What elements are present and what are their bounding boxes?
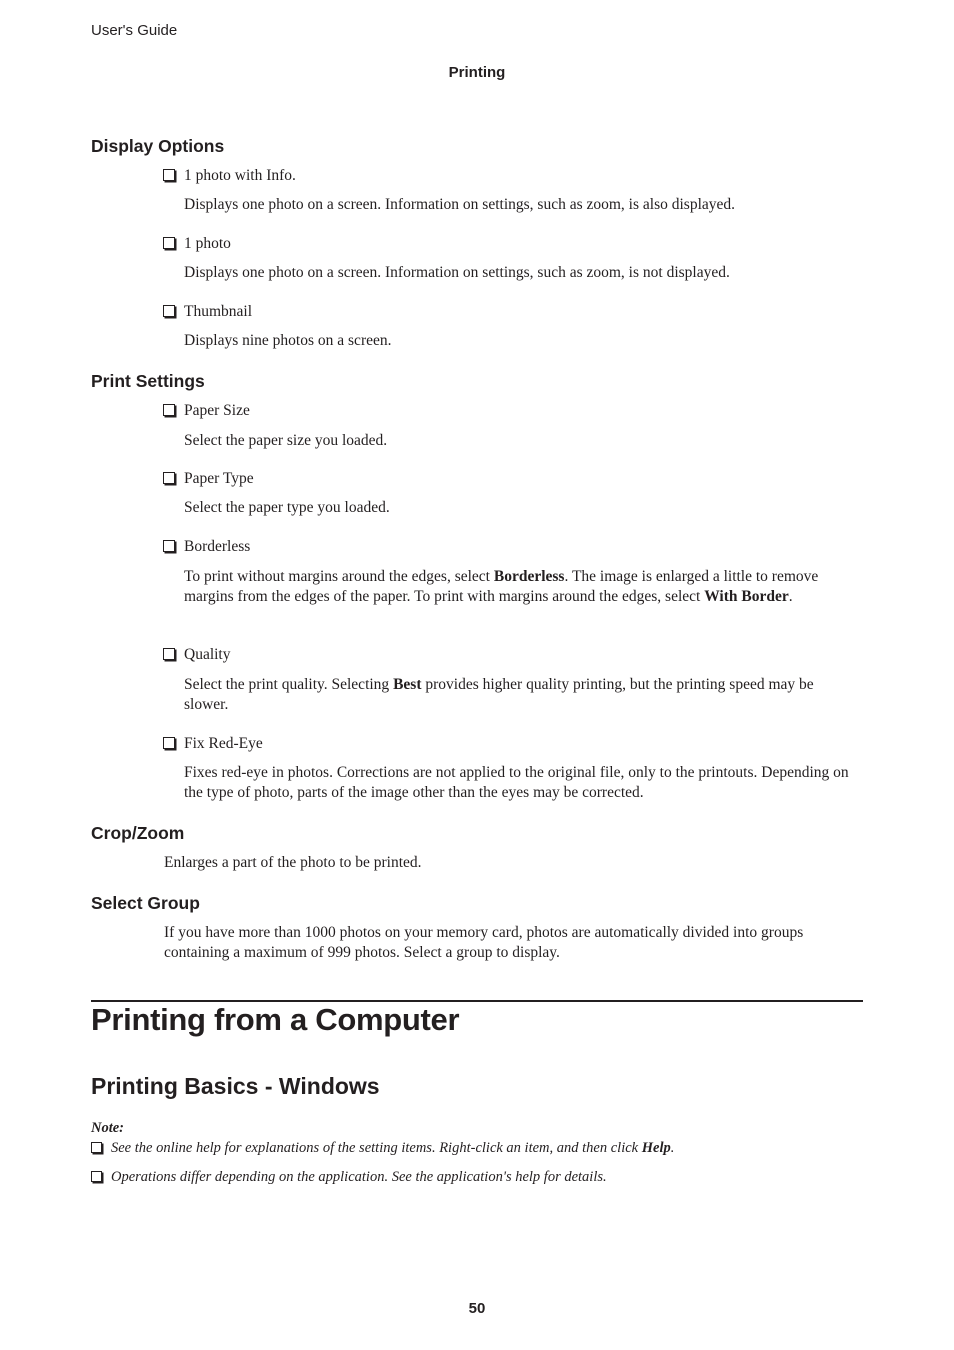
- select-group-description: If you have more than 1000 photos on your memory card, photos are automatically divided into groups containing a maximum of 999 photos. Select a group to display.: [164, 924, 804, 961]
- checkbox-bullet-icon: [163, 737, 175, 749]
- section-title: Printing Basics - Windows: [91, 1073, 380, 1099]
- crop-zoom-description: Enlarges a part of the photo to be printed.: [164, 854, 422, 871]
- list-item: [163, 645, 231, 665]
- list-item: [163, 469, 254, 489]
- item-label: Paper Type: [184, 470, 254, 487]
- item-description: Select the print quality. Selecting Best provides higher quality printing, but the printing speed may be slower.: [184, 676, 814, 713]
- note-item: Operations differ depending on the application. See the application's help for details.: [91, 1168, 863, 1187]
- checkbox-bullet-icon: [163, 540, 175, 552]
- list-item: [163, 734, 263, 754]
- page-number: 50: [468, 1300, 486, 1317]
- item-description: To print without margins around the edges, select Borderless. The image is enlarged a little to remove margins from the edges of the paper. To print with margins around the edges, select With Border.: [184, 568, 819, 605]
- item-label: Quality: [184, 646, 231, 663]
- item-label: 1 photo: [184, 235, 231, 252]
- print-settings-heading: Print Settings: [91, 371, 205, 391]
- checkbox-bullet-icon: [163, 648, 175, 660]
- checkbox-bullet-icon: [91, 1171, 102, 1182]
- item-label: Fix Red-Eye: [184, 735, 263, 752]
- checkbox-bullet-icon: [91, 1142, 102, 1153]
- item-description: Displays one photo on a screen. Information on settings, such as zoom, is not displayed.: [184, 264, 730, 281]
- checkbox-bullet-icon: [163, 237, 175, 249]
- display-options-heading: Display Options: [91, 136, 225, 156]
- list-item: [163, 302, 252, 322]
- running-header-section: Printing: [448, 64, 506, 81]
- item-label: Thumbnail: [184, 303, 253, 320]
- item-description: Fixes red-eye in photos. Corrections are not applied to the original file, only to the printouts. Depending on the type of photo, parts of the image other than the eyes may be corrected.: [184, 764, 849, 801]
- list-item: [163, 166, 296, 186]
- checkbox-bullet-icon: [163, 404, 175, 416]
- item-description: Select the paper size you loaded.: [184, 432, 388, 449]
- item-label: Borderless: [184, 538, 251, 555]
- item-description: Displays nine photos on a screen.: [184, 332, 392, 349]
- checkbox-bullet-icon: [163, 169, 175, 181]
- note-item: See the online help for explanations of the setting items. Right-click an item, and then click Help.: [91, 1139, 863, 1158]
- running-header-guide: User's Guide: [91, 22, 178, 39]
- checkbox-bullet-icon: [163, 305, 175, 317]
- chapter-title: Printing from a Computer: [91, 1002, 460, 1037]
- list-item: [163, 234, 231, 254]
- item-description: Select the paper type you loaded.: [184, 499, 390, 516]
- list-item: [163, 401, 250, 421]
- note-title: Note:: [91, 1120, 125, 1136]
- select-group-heading: Select Group: [91, 893, 200, 913]
- item-label: Paper Size: [184, 402, 250, 419]
- item-description: Displays one photo on a screen. Information on settings, such as zoom, is also displayed.: [184, 196, 736, 213]
- item-label: 1 photo with Info.: [184, 167, 296, 184]
- checkbox-bullet-icon: [163, 472, 175, 484]
- crop-zoom-heading: Crop/Zoom: [91, 823, 185, 843]
- list-item: [163, 537, 250, 557]
